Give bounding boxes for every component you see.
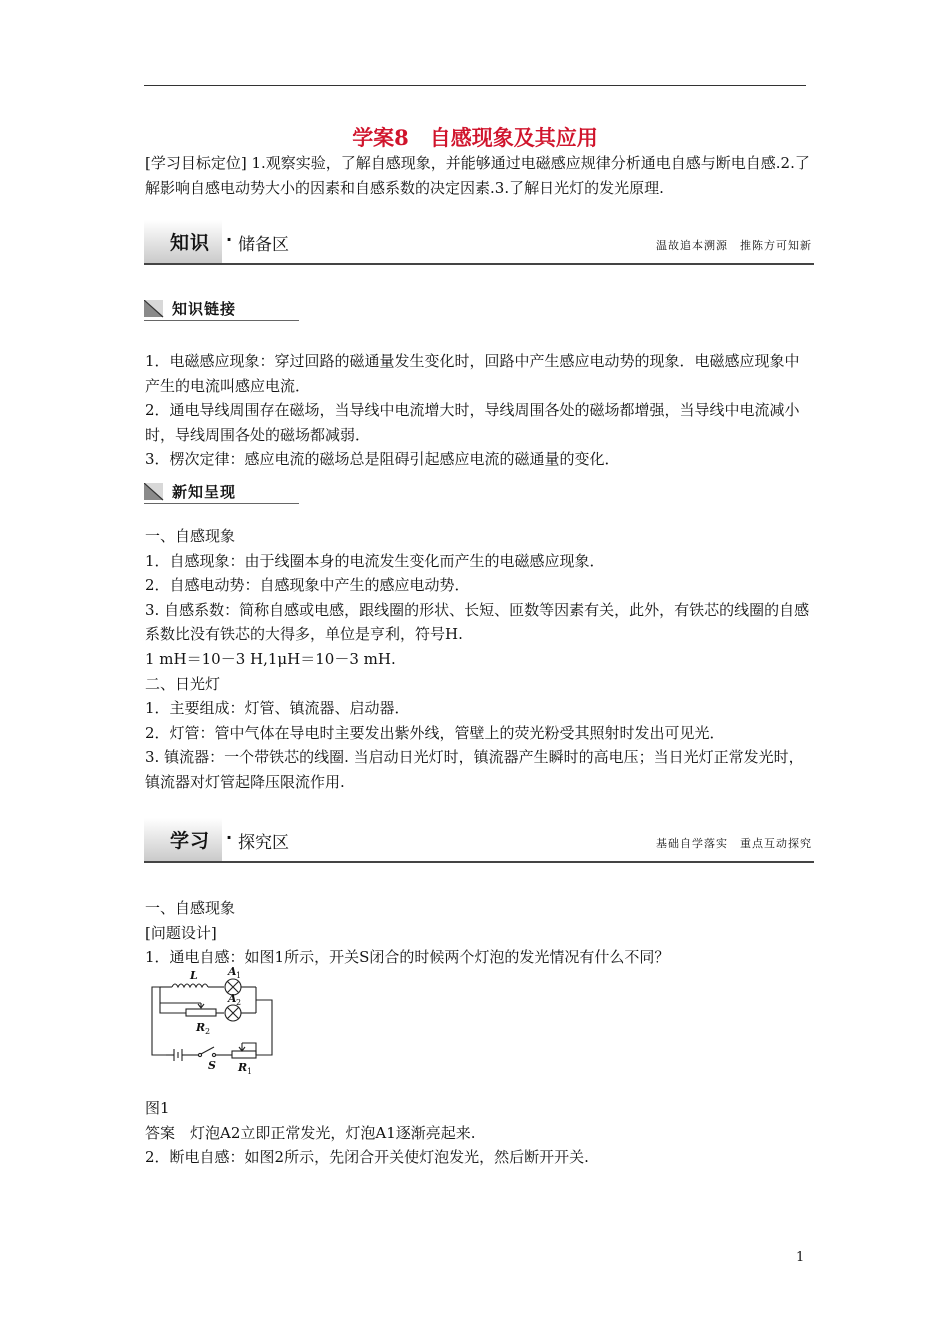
label-L: L bbox=[190, 969, 198, 982]
figure-caption: 图1 bbox=[145, 1099, 170, 1117]
circuit-diagram-figure-1 bbox=[148, 967, 284, 1077]
label-A2: A bbox=[228, 992, 237, 1005]
explore-list bbox=[145, 896, 810, 970]
corner-triangle-icon bbox=[144, 300, 164, 318]
band-dot: · bbox=[226, 828, 233, 847]
section-heading-label: 知识链接 bbox=[172, 300, 237, 318]
list-item: 3. 自感系数：简称自感或电感，跟线圈的形状、长短、匝数等因素有关，此外，有铁芯的线圈的自感系数比没有铁芯的大得多，单位是亨利，符号H. bbox=[145, 600, 810, 644]
list-item: 2．自感电动势：自感现象中产生的感应电动势． bbox=[145, 576, 470, 595]
page-number: 1 bbox=[796, 1250, 805, 1265]
section-band-study bbox=[144, 818, 814, 862]
band-rule bbox=[144, 861, 814, 863]
band-subtitle: 探究区 bbox=[238, 833, 289, 853]
corner-triangle-icon bbox=[144, 483, 164, 501]
new-knowledge-list bbox=[145, 524, 810, 795]
list-item: 3. 镇流器：一个带铁芯的线圈. 当启动日光灯时，镇流器产生瞬时的高电压；当日光灯正常发光时，镇流器对灯管起降压限流作用. bbox=[145, 748, 804, 791]
label-A1-subscript: 1 bbox=[236, 971, 242, 980]
page-title: 学案8 自感现象及其应用 bbox=[352, 125, 598, 150]
label-R1: R bbox=[238, 1061, 248, 1074]
label-R2: R bbox=[196, 1021, 206, 1034]
question-2: 2．断电自感：如图2所示，先闭合开关使灯泡发光，然后断开开关. bbox=[145, 1148, 589, 1167]
label-A1: A bbox=[228, 967, 237, 978]
section-heading-new-knowledge bbox=[144, 480, 299, 504]
list-item: 1 mH＝10－3 H,1μH＝10－3 mH. bbox=[145, 649, 396, 668]
list-item: 1．电磁感应现象：穿过回路的磁通量发生变化时，回路中产生感应电动势的现象．电磁感应现象中产生的电流叫感应电流． bbox=[145, 352, 800, 395]
learning-objectives: [学习目标定位] 1.观察实验，了解自感现象，并能够通过电磁感应规律分析通电自感与断电自感.2.了解影响自感电动势大小的因素和自感系数的决定因素.3.了解日光灯的发光原理. bbox=[145, 154, 810, 197]
list-item: [问题设计] bbox=[145, 923, 217, 942]
list-item: 3．楞次定律：感应电流的磁场总是阻碍引起感应电流的磁通量的变化． bbox=[145, 450, 620, 469]
header-rule bbox=[144, 85, 806, 86]
label-A2-subscript: 2 bbox=[236, 998, 242, 1007]
section-heading-rule bbox=[144, 320, 299, 321]
list-item: 1．主要组成：灯管、镇流器、启动器． bbox=[145, 699, 410, 718]
band-rule bbox=[144, 263, 814, 265]
list-item: 2．通电导线周围存在磁场，当导线中电流增大时，导线周围各处的磁场都增强，当导线中电流减小时，导线周围各处的磁场都减弱． bbox=[145, 401, 800, 444]
band-title: 学习 bbox=[170, 830, 211, 852]
figure-and-answer bbox=[145, 1096, 810, 1170]
list-item: 1．自感现象：由于线圈本身的电流发生变化而产生的电磁感应现象． bbox=[145, 551, 605, 570]
label-R2-subscript: 2 bbox=[205, 1027, 211, 1036]
list-item: 一、自感现象 bbox=[145, 527, 236, 545]
list-item: 一、自感现象 bbox=[145, 899, 236, 917]
band-motto: 温故追本溯源 推陈方可知新 bbox=[656, 239, 812, 252]
list-item: 二、日光灯 bbox=[145, 674, 221, 693]
list-item: 2．灯管：管中气体在导电时主要发出紫外线，管壁上的荧光粉受其照射时发出可见光． bbox=[145, 723, 725, 742]
band-title: 知识 bbox=[170, 232, 211, 254]
answer-text: 答案 灯泡A2立即正常发光，灯泡A1逐渐亮起来. bbox=[145, 1123, 476, 1142]
band-dot: · bbox=[226, 230, 233, 249]
section-heading-knowledge-links bbox=[144, 297, 299, 321]
band-subtitle: 储备区 bbox=[238, 235, 289, 255]
label-S: S bbox=[208, 1059, 216, 1072]
list-item: 1．通电自感：如图1所示，开关S闭合的时候两个灯泡的发光情况有什么不同？ bbox=[145, 948, 670, 967]
section-band-knowledge bbox=[144, 220, 814, 264]
knowledge-links-list bbox=[145, 349, 810, 472]
label-R1-subscript: 1 bbox=[247, 1067, 253, 1076]
band-motto: 基础自学落实 重点互动探究 bbox=[656, 837, 812, 850]
section-heading-label: 新知呈现 bbox=[172, 483, 237, 501]
section-heading-rule bbox=[144, 503, 299, 504]
